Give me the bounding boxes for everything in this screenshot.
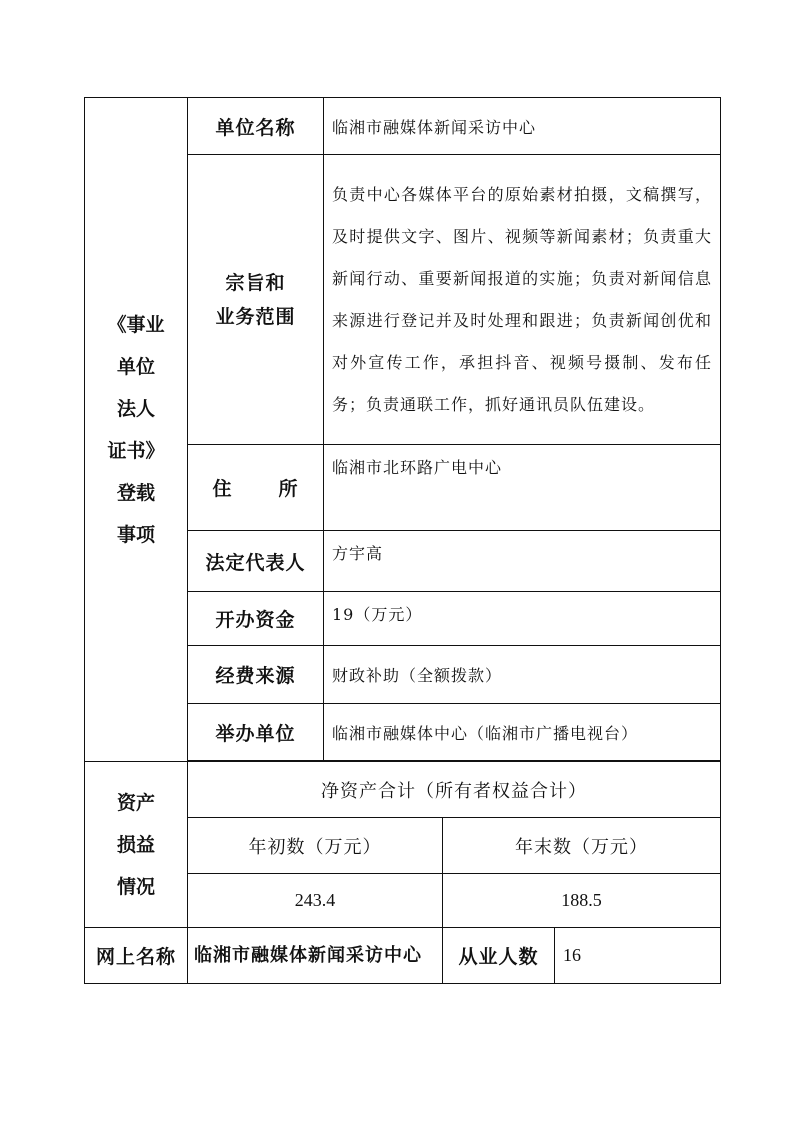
assets-side-label	[85, 762, 188, 928]
begin-year-label: 年初数（万元）	[188, 818, 443, 874]
capital-label: 开办资金	[188, 592, 324, 646]
end-year-value: 188.5	[443, 874, 721, 928]
purpose-label-line1: 宗旨和	[225, 271, 286, 294]
registration-table	[84, 97, 721, 984]
sponsor-label: 举办单位	[188, 704, 324, 761]
legal-rep-value: 方宇高	[324, 531, 721, 592]
legal-rep-label: 法定代表人	[188, 531, 324, 592]
side-label-line: 法人	[116, 397, 155, 420]
purpose-value: 负责中心各媒体平台的原始素材拍摄，文稿撰写，及时提供文字、图片、视频等新闻素材；负责重大新闻行动、重要新闻报道的实施；负责对新闻信息来源进行登记并及时处理和跟进；负责新闻创优和对外宣传工作，承担抖音、视频号摄制、发布任务；负责通联工作，抓好通讯员队伍建设。	[324, 155, 721, 445]
staff-value: 16	[555, 928, 721, 984]
end-year-label: 年末数（万元）	[443, 818, 721, 874]
residence-label: 住 所	[212, 478, 299, 500]
side-label-line: 《事业	[107, 313, 165, 336]
side-label-line: 证书》	[107, 439, 165, 462]
staff-label: 从业人数	[443, 928, 555, 984]
side-label-line: 登载	[116, 481, 155, 504]
unit-name-value: 临湘市融媒体新闻采访中心	[324, 98, 721, 155]
funding-label: 经费来源	[188, 646, 324, 704]
begin-year-value: 243.4	[188, 874, 443, 928]
side-label-line: 事项	[116, 523, 155, 546]
side-label-line: 情况	[116, 875, 155, 898]
row-unit-name	[85, 98, 721, 155]
residence-value: 临湘市北环路广电中心	[324, 445, 721, 531]
online-name-value: 临湘市融媒体新闻采访中心	[188, 928, 443, 984]
side-label-line: 资产	[116, 791, 155, 814]
capital-value: 19（万元）	[324, 592, 721, 646]
purpose-label-line2: 业务范围	[215, 305, 296, 328]
unit-name-label: 单位名称	[188, 98, 324, 155]
online-name-label: 网上名称	[85, 928, 188, 984]
side-label-line: 损益	[116, 833, 155, 856]
row-online-name	[85, 928, 721, 984]
sponsor-value: 临湘市融媒体中心（临湘市广播电视台）	[324, 704, 721, 761]
row-net-assets-header	[85, 762, 721, 818]
purpose-label	[188, 155, 324, 445]
funding-value: 财政补助（全额拨款）	[324, 646, 721, 704]
residence-label-cell	[188, 445, 324, 531]
side-label-line: 单位	[116, 355, 155, 378]
registration-side-label	[85, 98, 188, 762]
net-assets-header: 净资产合计（所有者权益合计）	[188, 762, 721, 818]
